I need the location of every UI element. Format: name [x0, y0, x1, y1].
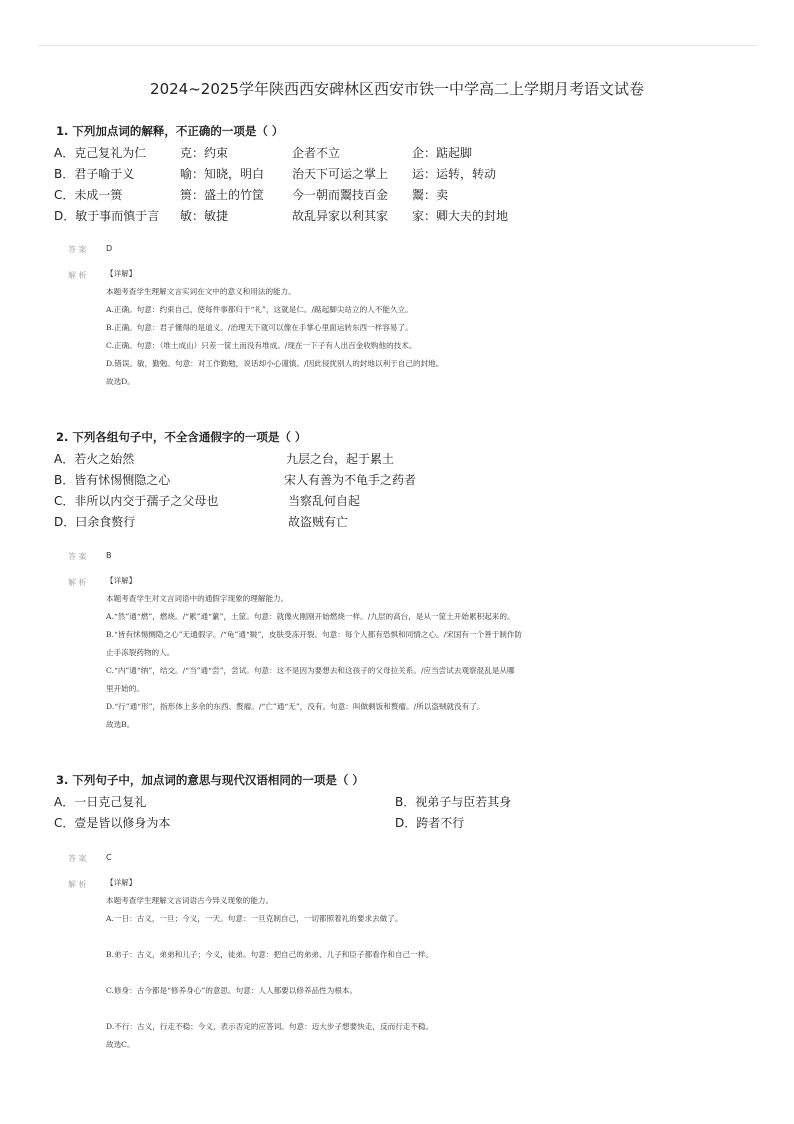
- option-sentence: B．君子喻于义: [54, 167, 135, 181]
- detail-line: D.“行”通“形”，指形体上多余的东西、赘瘤。/“亡”通“无”，没有。句意：叫做剩饭和赘瘤。/所以盗贼就没有了。: [106, 702, 485, 711]
- detail-line: C.“内”通“纳”，结交。/“当”通“尝”，尝试。句意：这不是因为要想去和这孩子的父母拉关系。/应当尝试去观察混乱是从哪: [106, 666, 515, 675]
- question-3-option-row-2: [56, 813, 756, 834]
- option-d: D．跨者不行: [395, 816, 465, 830]
- option-sentence: A．克己复礼为仁: [54, 146, 147, 160]
- question-2-option-d: [56, 512, 756, 533]
- option-gloss: 喻：知晓，明白: [180, 167, 265, 181]
- detail-line: 本题考查学生对文言词语中的通假字现象的理解能力。: [106, 594, 289, 603]
- answer-value: D: [106, 244, 113, 253]
- option-sentence-2: 故盗贼有亡: [288, 515, 349, 529]
- page-title: 2024~2025学年陕西西安碑林区西安市铁一中学高二上学期月考语文试卷: [150, 80, 644, 98]
- detail-line: B.正确。句意：君子懂得的是道义。/治理天下就可以像在手掌心里面运转东西一样容易了。: [106, 323, 413, 332]
- answer-value: C: [106, 853, 112, 862]
- analysis-text: [106, 265, 726, 391]
- analysis-label: 解 析: [68, 578, 87, 587]
- option-sentence: C．未成一篑: [54, 188, 123, 202]
- detail-line: D.不行：古义，行走不稳；今义，表示否定的应答词。句意：迈大步子想要快走，反而行走不稳。: [106, 1022, 434, 1031]
- analysis-text: [106, 874, 726, 1054]
- detail-line: [106, 1000, 726, 1018]
- option-sentence-2: 故乱异家以利其家: [292, 209, 389, 223]
- option-gloss: 篑：盛土的竹筐: [180, 188, 265, 202]
- option-c: C．壹是皆以修身为本: [54, 816, 171, 830]
- detail-line: C.修身：古今都是“修养身心”的意思。句意：人人都要以修养品性为根本。: [106, 986, 358, 995]
- option-sentence: C．非所以内交于孺子之父母也: [54, 494, 219, 508]
- detail-line: 本题考查学生理解文言词语古今异义现象的能力。: [106, 896, 274, 905]
- option-gloss: 克：约束: [180, 146, 229, 160]
- detail-line: C.正确。句意：（堆土成山）只差一筐土而没有堆成。/现在一下子有人出百金收购他的技术。: [106, 341, 417, 350]
- detail-line: D.错误。敏，勤勉。句意：对工作勤勉，说话却小心谨慎。/因此侵扰别人的封地以利于自己的封地。: [106, 359, 444, 368]
- detail-line: B.弟子：古义，弟弟和儿子；今义，徒弟。句意：把自己的弟弟、儿子和臣子都看作和自己一样。: [106, 950, 433, 959]
- question-3-option-row-1: [56, 792, 756, 813]
- answer-label: 答 案: [68, 854, 87, 863]
- question-1-option-d: [56, 206, 756, 227]
- option-sentence: D．曰余食赘行: [54, 515, 136, 529]
- option-sentence: B．皆有怵惕恻隐之心: [54, 473, 171, 487]
- analysis-label: 解 析: [68, 271, 87, 280]
- option-b: B．视弟子与臣若其身: [395, 795, 512, 809]
- option-sentence-2: 当察乱何自起: [288, 494, 361, 508]
- option-gloss-2: 运：运转，转动: [412, 167, 497, 181]
- question-1-option-b: [56, 164, 756, 185]
- option-a: A．一日克己复礼: [54, 795, 147, 809]
- analysis-label: 解 析: [68, 880, 87, 889]
- answer-label: 答 案: [68, 245, 87, 254]
- question-2-stem: 2. 下列各组句子中，不全含通假字的一项是（ ）: [56, 430, 307, 444]
- detail-line: A.一日：古义，一旦；今义，一天。句意：一旦克制自己，一切都照着礼的要求去做了。: [106, 914, 403, 923]
- option-gloss: 敏：敏捷: [180, 209, 229, 223]
- question-3-stem: 3. 下列句子中，加点词的意思与现代汉语相同的一项是（ ）: [56, 773, 364, 787]
- detail-line: [106, 964, 726, 982]
- option-gloss-2: 家：卿大夫的封地: [412, 209, 509, 223]
- question-3: [56, 771, 756, 834]
- question-1-option-c: [56, 185, 756, 206]
- question-2-option-b: [56, 470, 756, 491]
- page-top-rule: [38, 45, 756, 46]
- detail-line: B.“皆有怵惕恻隐之心”无通假字。/“龟”通“皲”，皮肤受冻开裂。句意：每个人都有恐惧和同情之心。/宋国有一个善于制作防: [106, 630, 523, 639]
- answer-label: 答 案: [68, 552, 87, 561]
- option-sentence-2: 宋人有善为不龟手之药者: [284, 473, 417, 487]
- option-sentence: D．敏于事而慎于言: [54, 209, 160, 223]
- question-2: [56, 428, 756, 533]
- detail-line: 本题考查学生理解文言实词在文中的意义和用法的能力。: [106, 287, 296, 296]
- question-1: [56, 122, 756, 227]
- detail-line: [106, 928, 726, 946]
- option-sentence-2: 今一朝而鬻技百金: [292, 188, 389, 202]
- question-1-option-a: [56, 143, 756, 164]
- option-gloss-2: 鬻：卖: [412, 188, 449, 202]
- option-sentence: A．若火之始然: [54, 452, 135, 466]
- answer-value: B: [106, 551, 112, 560]
- detail-line: 里开始的。: [106, 684, 144, 693]
- detail-line: 【详解】: [106, 576, 137, 585]
- detail-line: 【详解】: [106, 269, 137, 278]
- question-1-stem: 1. 下列加点词的解释，不正确的一项是（ ）: [56, 124, 284, 138]
- question-2-option-a: [56, 449, 756, 470]
- option-sentence-2: 九层之台，起于累土: [286, 452, 395, 466]
- detail-line: 故选B。: [106, 720, 135, 729]
- question-2-option-c: [56, 491, 756, 512]
- analysis-text: [106, 572, 726, 734]
- detail-line: 止手冻裂药物的人。: [106, 648, 175, 657]
- option-sentence-2: 治天下可运之掌上: [292, 167, 389, 181]
- option-gloss-2: 企：踮起脚: [412, 146, 473, 160]
- option-sentence-2: 企者不立: [292, 146, 341, 160]
- detail-line: 故选C。: [106, 1040, 135, 1049]
- detail-line: A.“然”通“燃”，燃烧。/“累”通“蔂”，土筐。句意：就像火刚刚开始燃烧一样。/九层的高台，是从一筐土开始累积起来的。: [106, 612, 515, 621]
- detail-line: A.正确。句意：约束自己，使每件事都归于“礼”，这就是仁。/踮起脚尖站立的人不能久立。: [106, 305, 413, 314]
- detail-line: 故选D。: [106, 377, 135, 386]
- detail-line: 【详解】: [106, 878, 137, 887]
